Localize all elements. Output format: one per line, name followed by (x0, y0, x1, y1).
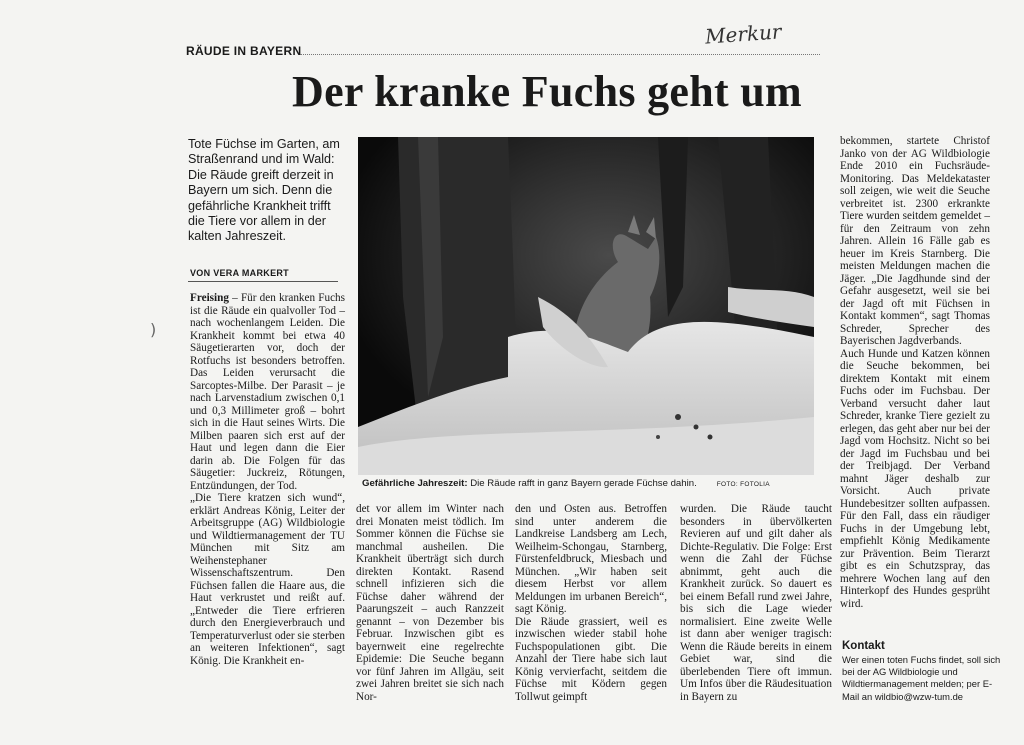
article-column-1 (190, 292, 345, 667)
margin-mark: ) (150, 320, 157, 339)
section-rule (300, 54, 820, 55)
article-column-5: bekommen, startete Christof Janko von der AG Wildbiologie Ende 2010 ein Fuchsräude-Monitoring. Das Meldekataster soll zeigen, wie weit die Seuche verbreitet ist. 2300 erkrankte Tiere wurden seitdem gemeldet – für den Zeitraum von zehn Jahren. Allein 16 Fälle gab es heuer im Kreis Starnberg. Die meisten Meldungen machen die Jäger. „Die Jagdhunde sind der Gefahr ausgesetzt, weil sie bei der Jagd oft mit Füchsen in Kontakt kommen“, sagt Thomas Schreder, Sprecher des Bayerischen Jagdverbands. Auch Hunde und Katzen können die Seuche bekommen, bei direktem Kontakt mit einem Fuchs oder im Fuchsbau. Der Verband versucht daher laut Schreder, kranke Tiere gezielt zu erlegen, das geht aber nur bei der Jagd vom Hochsitz. Nicht so bei der Jagd im Fuchsbau und bei der Treibjagd. Der Verband mahnt Jäger deshalb zur Vorsicht. Auch private Hundebesitzer sollten aufpassen. Für den Fall, dass ein räudiger Fuchs in der Umgebung lebt, empfiehlt König Medikamente zur Prävention. Beim Tierarzt gibt es ein Schutzspray, das mehrere Wochen lang auf den Hinterkopf des Hundes gesprüht wird. (840, 135, 990, 610)
article-column-4: wurden. Die Räude taucht besonders in übervölkerten Revieren auf und gilt daher als Dichte-Regulativ. Die Folge: Erst wenn die Zahl der Füchse abnimmt, geht auch die Krankheit zurück. So dauert es bei einem Befall rund zwei Jahre, bis sich die Lage wieder normalisiert. Eine zweite Welle ist dann aber weniger tragisch: Wenn die Räude bereits in einem Gebiet war, sind die überlebenden Tiere oft immun. Um Infos über die Räudesituation in Bayern zu (680, 503, 832, 703)
contact-box-title: Kontakt (842, 640, 885, 652)
byline: VON VERA MARKERT (190, 268, 289, 278)
contact-box-text: Wer einen toten Fuchs findet, soll sich bei der AG Wildbiologie und Wildtiermanagement melden; per E-Mail an wildbio@wzw-tum.de (842, 654, 1001, 702)
section-label: RÄUDE IN BAYERN (186, 44, 302, 58)
column-1-text: – Für den kranken Fuchs ist die Räude ein qualvoller Tod – nach wochenlangem Leiden. Die Krankheit kommt bei etwa 40 Säugetierarten vor, doch der Rotfuchs ist besonders betroffen. Das Leiden verursacht die Sarcoptes-Milbe. Der Parasit – je nach Larvenstadium zwischen 0,1 und 0,3 Millimeter groß – bohrt sich in die Haut seines Wirts. Die Milben paaren sich erst auf der Haut und legen dann die Eier darin ab. Die Folgen für das Säugetier: Juckreiz, Rötungen, Entzündungen, der Tod. „Die Tiere kratzen sich wund“, erklärt Andreas König, Leiter der Arbeitsgruppe (AG) Wildbiologie und Wildtiermanagement der TU München mit Sitz am Weihenstephaner Wissenschaftszentrum. Den Füchsen fallen die Haare aus, die Haut verkrustet und reißt auf. „Entweder die Tiere erfrieren durch den Energieverbrauch und Temperaturverlust oder sie sterben an weiteren Infektionen“, sagt König. Die Krankheit en- (190, 292, 345, 667)
article-column-3: den und Osten aus. Betroffen sind unter anderem die Landkreise Landsberg am Lech, Weilheim-Schongau, Starnberg, Fürstenfeldbruck, Miesbach und München. „Wir haben seit diesem Herbst vor allem Meldungen im urbanen Bereich“, sagt König. Die Räude grassiert, weil es inzwischen wieder stabil hohe Fuchspopulationen gibt. Die Anzahl der Tiere habe sich laut König vervierfacht, seitdem die Füchse mit Ködern gegen Tollwut geimpft (515, 503, 667, 703)
caption-label: Gefährliche Jahreszeit: (362, 478, 468, 489)
photo-credit: FOTO: FOTOLIA (716, 481, 770, 488)
byline-rule (188, 281, 338, 282)
fox-in-snow-illustration (358, 137, 814, 475)
caption-text: Die Räude rafft in ganz Bayern gerade Füchse dahin. (470, 478, 697, 489)
lead-paragraph: Tote Füchse im Garten, am Straßenrand und im Wald: Die Räude greift derzeit in Bayern um sich. Denn die gefährliche Krankheit trifft die Tiere vor allem in der kalten Jahreszeit. (188, 137, 340, 244)
photo-caption (362, 478, 822, 489)
article-column-2: det vor allem im Winter nach drei Monaten meist tödlich. Im Sommer können die Füchse sie manchmal ausheilen. Die Krankheit überträgt sich durch direkten Kontakt. Rasend schnell infizieren sich die Füchse daher während der Paarungszeit – auch Ranzzeit genannt – von Dezember bis Februar. Inzwischen gibt es bayernweit eine regelrechte Epidemie: Die Seuche begann vor fünf Jahren im Allgäu, seit zwei Jahren breitet sie sich nach Nor- (356, 503, 504, 703)
dateline: Freising (190, 292, 229, 304)
handwritten-note: Merkur (704, 19, 783, 49)
headline: Der kranke Fuchs geht um (292, 67, 802, 116)
fox-photo (358, 137, 814, 475)
